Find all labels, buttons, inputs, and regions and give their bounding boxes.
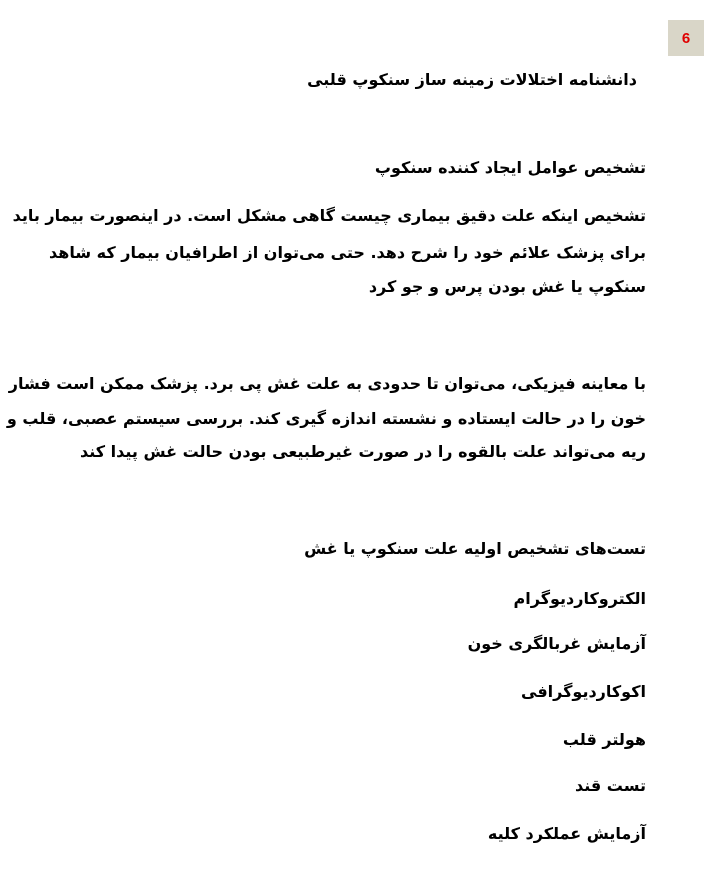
page-number: 6 xyxy=(681,29,691,47)
document-title: دانشنامه اختلالات زمینه ساز سنکوپ قلبی xyxy=(307,70,637,89)
test-item-blood-screening: آزمایش غربالگری خون xyxy=(467,634,646,653)
paragraph1-line-3: سنکوپ یا غش بودن پرس و جو کرد xyxy=(368,277,646,296)
paragraph2-line-3: ریه می‌تواند علت بالقوه را در صورت غیرطبیعی بودن حالت غش پیدا کند xyxy=(80,442,646,461)
section-heading-diagnosis: تشخیص عوامل ایجاد کننده سنکوپ xyxy=(374,158,646,177)
paragraph1-line-2: برای پزشک علائم خود را شرح دهد. حتی می‌توان از اطرافیان بیمار که شاهد xyxy=(49,243,646,262)
test-item-glucose: تست قند xyxy=(574,776,646,795)
test-item-ecg: الکتروکاردیوگرام xyxy=(513,589,646,608)
section-heading-tests: تست‌های تشخیص اولیه علت سنکوپ یا غش xyxy=(304,539,646,558)
test-item-kidney-function: آزمایش عملکرد کلیه xyxy=(487,824,646,843)
test-item-holter: هولتر قلب xyxy=(562,730,646,749)
paragraph2-line-1: با معاینه فیزیکی، می‌توان تا حدودی به علت غش پی برد. پزشک ممکن است فشار xyxy=(8,374,646,393)
page-number-badge xyxy=(668,20,704,56)
paragraph1-line-1: تشخیص اینکه علت دقیق بیماری چیست گاهی مشکل است. در اینصورت بیمار باید xyxy=(12,206,646,225)
paragraph2-line-2: خون را در حالت ایستاده و نشسته اندازه گیری کند. بررسی سیستم عصبی، قلب و xyxy=(6,409,646,428)
test-item-echocardiography: اکوکاردیوگرافی xyxy=(521,682,646,701)
